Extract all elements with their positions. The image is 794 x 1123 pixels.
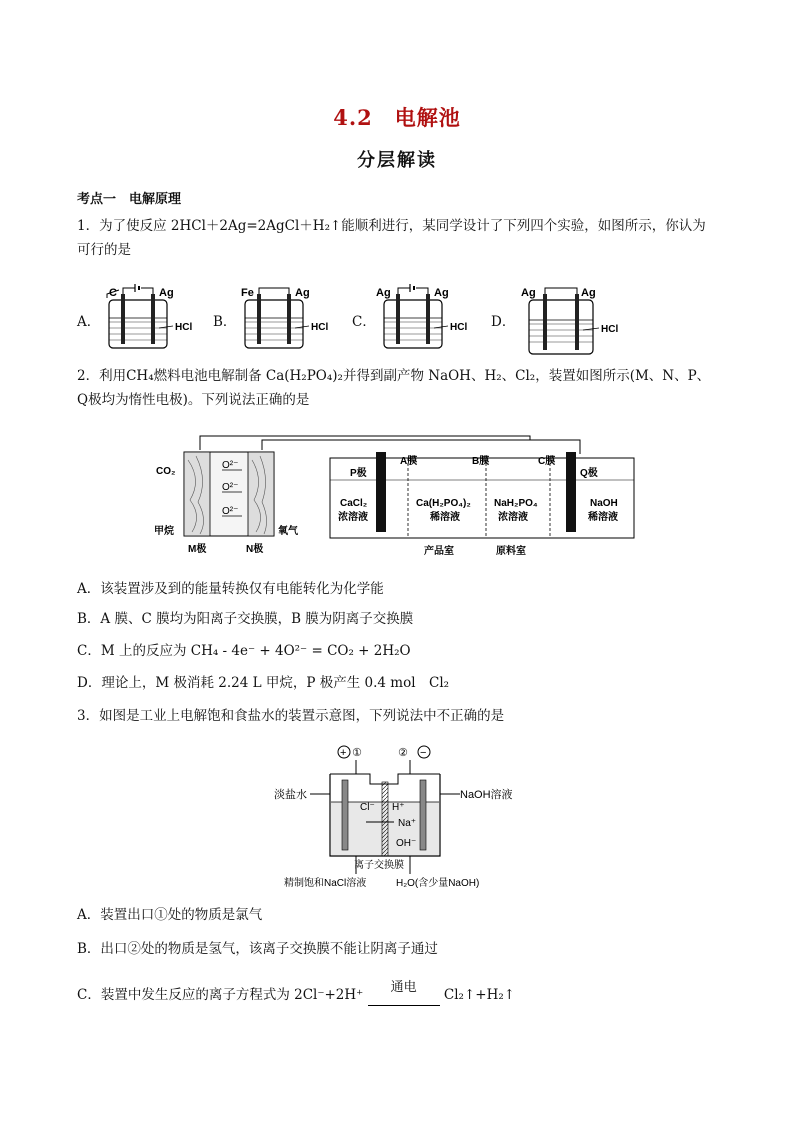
solution-b: HCl [311, 322, 329, 333]
chamber-3-solute: NaH₂PO₄ [494, 498, 538, 509]
oxygen-label: 氧气 [278, 526, 298, 537]
m-pole-label: M极 [188, 544, 207, 555]
co2-label: CO₂ [156, 466, 176, 477]
methane-label: 甲烷 [154, 526, 174, 537]
chamber-4-solute: NaOH [590, 498, 618, 509]
electrode-a-left: C [109, 287, 117, 299]
question-2-option-d[interactable]: D．理论上，M 极消耗 2.24 L 甲烷，P 极产生 0.4 mol Cl₂ [77, 675, 450, 691]
option-c-label: C． [352, 314, 376, 330]
chamber-1-solute: CaCl₂ [340, 498, 368, 509]
solution-a: HCl [175, 322, 193, 333]
b-membrane-label: B膜 [472, 456, 490, 467]
o2-ion-label-2: O²⁻ [222, 482, 239, 493]
solution-d: HCl [601, 324, 619, 335]
c-membrane-label: C膜 [538, 456, 556, 467]
electrode-c-right: Ag [434, 287, 449, 299]
beaker-d-diagram [513, 284, 637, 360]
na-ion-label: Na⁺ [398, 818, 417, 829]
oh-ion-label: OH⁻ [396, 838, 417, 849]
raw-material-room-label: 原料室 [496, 546, 526, 557]
product-room-label: 产品室 [424, 546, 454, 557]
reaction-condition-arrow [368, 980, 440, 1006]
chamber-4-concentration: 稀溶液 [588, 512, 618, 523]
outlet-2-label: ② [398, 747, 408, 759]
electrode-d-right: Ag [581, 287, 596, 299]
o2-ion-label-1: O²⁻ [222, 460, 239, 471]
anode-sign: + [340, 747, 347, 759]
beaker-a-diagram [99, 284, 209, 356]
option-b-label: B． [213, 314, 237, 330]
right-inlet-label: H₂O(含少量NaOH) [396, 878, 480, 889]
option-c-suffix: Cl₂↑+H₂↑ [443, 987, 516, 1003]
question-1-text: 1．为了使反应 2HCl＋2Ag=2AgCl＋H₂↑能顺利进行，某同学设计了下列四个实验，如图所示，你认为可行的是 [77, 218, 706, 258]
p-pole-label: P极 [350, 468, 367, 479]
question-3-option-b[interactable]: B．出口②处的物质是氢气，该离子交换膜不能让阴离子通过 [77, 941, 438, 957]
option-c-prefix: C．装置中发生反应的离子方程式为 2Cl⁻+2H⁺ [77, 987, 364, 1003]
o2-ion-label-3: O²⁻ [222, 506, 239, 517]
chamber-3-concentration: 浓溶液 [498, 512, 528, 523]
page-title: 4.2 电解池 [333, 105, 461, 130]
section-heading: 考点一 电解原理 [77, 192, 182, 207]
dilute-brine-label: 淡盐水 [274, 789, 307, 801]
beaker-b-diagram [235, 284, 345, 356]
chamber-2-solute: Ca(H₂PO₄)₂ [416, 498, 471, 509]
cathode-sign: − [420, 747, 427, 759]
question-2-text: 2．利用CH₄燃料电池电解制备 Ca(H₂PO₄)₂并得到副产物 NaOH、H₂、Cl₂，装置如图所示(M、N、P、Q极均为惰性电极)。下列说法正确的是 [77, 368, 711, 408]
question-2-option-b[interactable]: B．A 膜、C 膜均为阳离子交换膜，B 膜为阴离子交换膜 [77, 611, 414, 627]
outlet-1-label: ① [352, 747, 362, 759]
question-2-option-c[interactable]: C．M 上的反应为 CH₄ - 4e⁻ + 4O²⁻ = CO₂ + 2H₂O [77, 643, 411, 659]
q-pole-label: Q极 [580, 468, 598, 479]
option-a-label: A． [77, 314, 101, 330]
question-2-option-a[interactable]: A．该装置涉及到的能量转换仅有电能转化为化学能 [77, 581, 384, 597]
naoh-solution-label: NaOH溶液 [460, 789, 513, 801]
fuel-cell-electrolysis-diagram [150, 430, 650, 562]
option-d-label: D． [491, 314, 516, 330]
question-3-text: 3．如图是工业上电解饱和食盐水的装置示意图，下列说法中不正确的是 [77, 708, 505, 724]
a-membrane-label: A膜 [400, 456, 418, 467]
question-3-option-c[interactable] [77, 980, 677, 1006]
reaction-condition-label: 通电 [390, 980, 417, 995]
electrode-a-right: Ag [159, 287, 174, 299]
electrode-b-right: Ag [295, 287, 310, 299]
chamber-2-concentration: 稀溶液 [430, 512, 460, 523]
electrode-b-left: Fe [241, 287, 254, 299]
electrode-d-left: Ag [521, 287, 536, 299]
cl-ion-label: Cl⁻ [360, 802, 375, 813]
n-pole-label: N极 [246, 544, 264, 555]
ion-exchange-membrane-label: 离子交换膜 [354, 860, 404, 871]
solution-c: HCl [450, 322, 468, 333]
beaker-c-diagram [374, 284, 484, 356]
left-inlet-label: 精制饱和NaCl溶液 [284, 878, 367, 889]
brine-electrolysis-diagram [270, 742, 520, 892]
page-subtitle: 分层解读 [357, 150, 437, 171]
electrode-c-left: Ag [376, 287, 391, 299]
h-ion-label: H⁺ [392, 802, 405, 813]
chamber-1-concentration: 浓溶液 [338, 512, 368, 523]
question-3-option-a[interactable]: A．装置出口①处的物质是氯气 [77, 907, 263, 923]
question-1-options [77, 284, 637, 360]
